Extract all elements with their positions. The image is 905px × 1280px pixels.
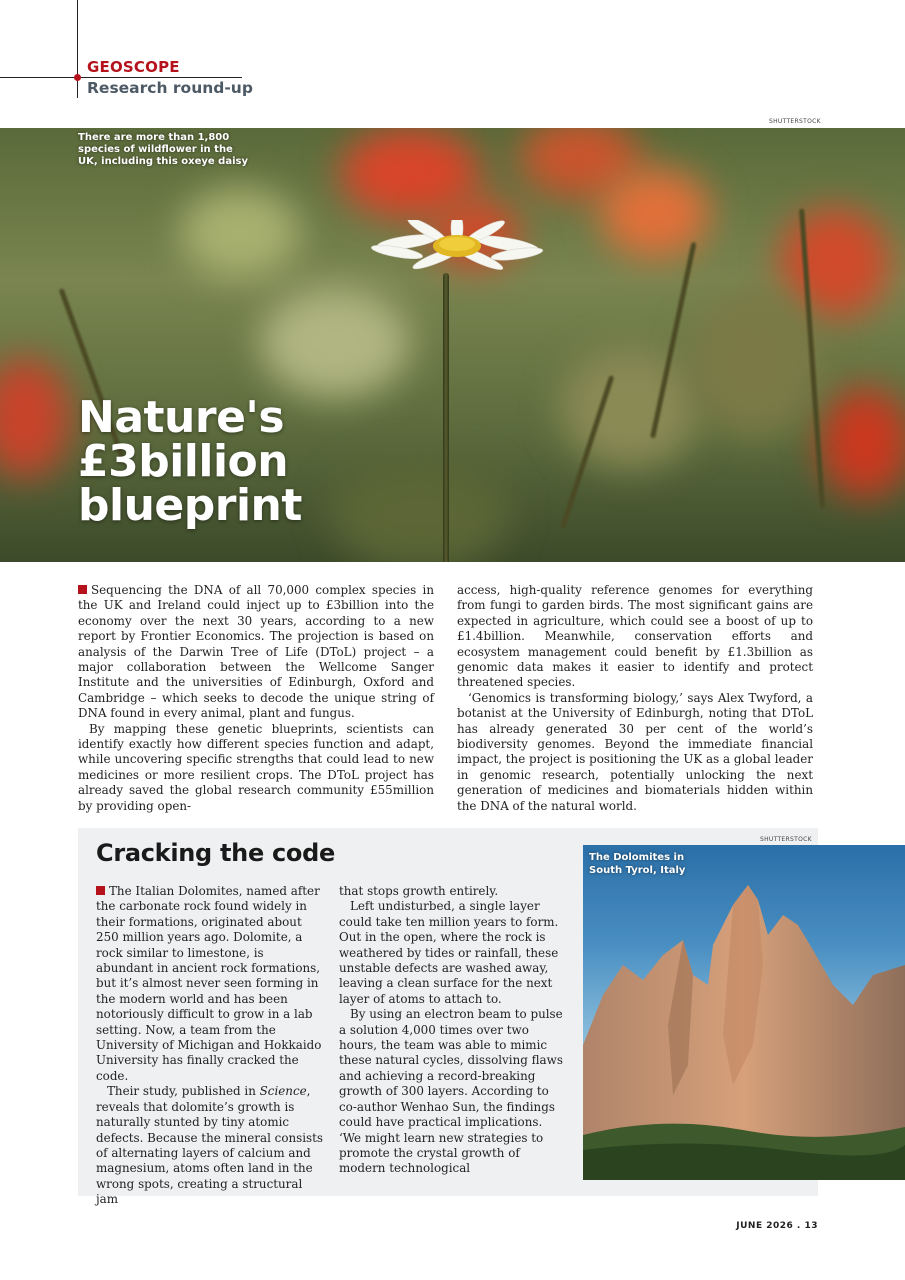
box-column-1 [96,884,324,1208]
page-folio: JUNE 2026 . 13 [736,1221,818,1231]
box-paragraph: By using an electron beam to pulse a solution 4,000 times over two hours, the team was able to mimic these natural cycles, dissolving flaws and achieving a record-breaking growth of 300 layers. According to co-author Wenhao Sun, the findings could have practical implications. ‘We might learn new strategies to promote the crystal growth of modern technological [339,1007,563,1176]
section-label: GEOSCOPE [87,58,180,76]
hero-photo-credit: SHUTTERSTOCK [769,118,821,125]
article-paragraph: Sequencing the DNA of all 70,000 complex species in the UK and Ireland could inject up to £3billion into the economy over the next 30 years, according to a new report by Frontier Economics. The projection is based on analysis of the Darwin Tree of Life (DToL) project – a major collaboration between the Wellcome Sanger Institute and the universities of Edinburgh, Oxford and Cambridge – which seeks to decode the unique string of DNA found in every animal, plant and fungus. [78,583,434,721]
article-column-1 [78,583,434,814]
image-caption: The Dolomites in South Tyrol, Italy [589,852,686,876]
paragraph-marker [96,886,105,895]
title-line: Nature's [78,392,285,443]
article-paragraph: ‘Genomics is transforming biology,’ says Alex Twyford, a botanist at the University of Edinburgh, noting that DToL has already generated 30 per cent of the world’s biodiversity genomes. Beyond the immediate financial impact, the project is positioning the UK as a global leader in genomic research, potentially unlocking the next generation of medicines and biomaterials hidden within the DNA of the natural world. [457,690,813,813]
paragraph-marker [78,585,87,594]
dolomites-image [583,845,905,1180]
box-column-2 [339,884,567,1177]
article-paragraph: By mapping these genetic blueprints, scientists can identify exactly how different species function and adapt, while uncovering specific strengths that could lead to new medicines or more resilient crops. The DToL project has already saved the global research community £55million by providing open- [78,721,434,813]
article-paragraph: access, high-quality reference genomes for everything from fungi to garden birds. The most significant gains are expected in agriculture, which could see a boost of up to £1.4billion. Meanwhile, conservation efforts and ecosystem management could benefit by £1.3billion as genomic data makes it easier to identify and protect threatened species. [457,583,813,690]
box-paragraph: The Italian Dolomites, named after the carbonate rock found widely in their formations, originated about 250 million years ago. Dolomite, a rock similar to limestone, is abundant in ancient rock formations, but it’s almost never seen forming in the modern world and has been notoriously difficult to grow in a lab setting. Now, a team from the University of Michigan and Hokkaido University has finally cracked the code. [96,884,322,1083]
section-subtitle: Research round-up [87,79,253,97]
box-photo-credit: SHUTTERSTOCK [760,836,812,843]
header-rule-horizontal [0,77,242,78]
daisy-stem [443,273,449,562]
box-paragraph: Left undisturbed, a single layer could take ten million years to form. Out in the open, where the rock is weathered by tides or rainfall, these unstable defects are washed away, leaving a clean surface for the next layer of atoms to attach to. [339,899,559,1006]
mountain-illustration [583,845,905,1180]
hero-caption: There are more than 1,800 species of wildflower in the UK, including this oxeye daisy [78,132,248,167]
title-line: £3billion [78,436,289,487]
article-column-2 [457,583,813,814]
box-title: Cracking the code [96,839,335,867]
hero-image [0,128,905,562]
header-dot [74,74,81,81]
daisy-flower [367,220,547,280]
article-title [78,392,338,531]
box-paragraph: Their study, published in Science, reveals that dolomite’s growth is naturally stunted by tiny atomic defects. Because the mineral consists of alternating layers of calcium and magnesium, atoms often land in the wrong spots, creating a structural jam [96,1084,324,1207]
title-line: blueprint [78,480,302,531]
journal-name: Science [259,1084,307,1099]
box-paragraph: that stops growth entirely. [339,884,499,898]
header-rule-vertical [77,0,78,98]
